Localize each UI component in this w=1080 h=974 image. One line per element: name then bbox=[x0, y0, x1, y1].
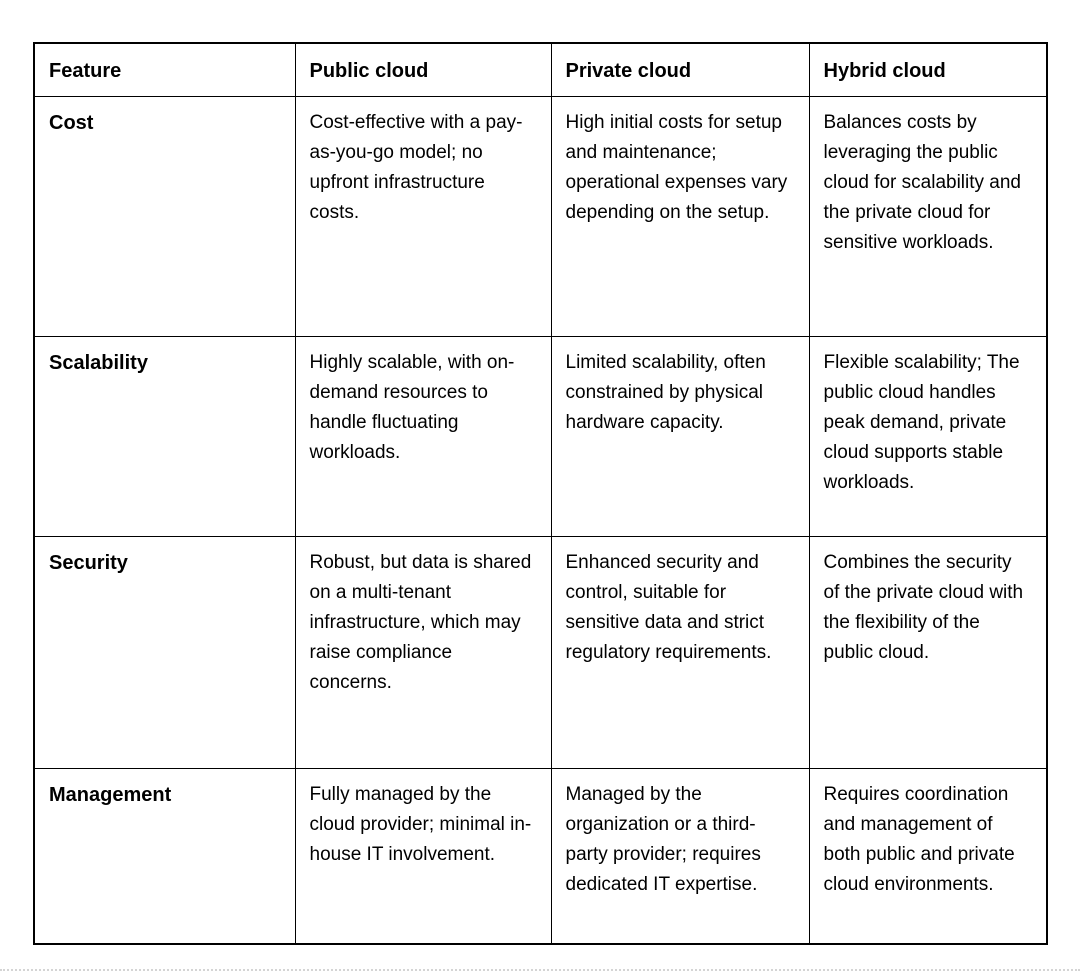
cell-management-hybrid-cloud: Requires coordination and management of both public and private cloud environments. bbox=[809, 769, 1047, 944]
cell-cost-public-cloud: Cost-effective with a pay-as-you-go model; no upfront infrastructure costs. bbox=[295, 97, 551, 337]
column-header-private-cloud: Private cloud bbox=[551, 43, 809, 97]
cell-management-private-cloud: Managed by the organization or a third-party provider; requires dedicated IT expertise. bbox=[551, 769, 809, 944]
row-header-management: Management bbox=[34, 769, 295, 944]
table-row-management bbox=[34, 769, 1047, 944]
table-row-cost bbox=[34, 97, 1047, 337]
cell-management-public-cloud: Fully managed by the cloud provider; minimal in-house IT involvement. bbox=[295, 769, 551, 944]
row-header-scalability: Scalability bbox=[34, 337, 295, 537]
table-header-row bbox=[34, 43, 1047, 97]
cloud-comparison-table-container bbox=[33, 42, 1048, 945]
cell-security-private-cloud: Enhanced security and control, suitable for sensitive data and strict regulatory requirements. bbox=[551, 537, 809, 769]
cell-cost-private-cloud: High initial costs for setup and maintenance; operational expenses vary depending on the setup. bbox=[551, 97, 809, 337]
row-header-security: Security bbox=[34, 537, 295, 769]
row-header-cost: Cost bbox=[34, 97, 295, 337]
cell-security-public-cloud: Robust, but data is shared on a multi-tenant infrastructure, which may raise compliance concerns. bbox=[295, 537, 551, 769]
cell-scalability-hybrid-cloud: Flexible scalability; The public cloud handles peak demand, private cloud supports stable workloads. bbox=[809, 337, 1047, 537]
cell-scalability-public-cloud: Highly scalable, with on-demand resources to handle fluctuating workloads. bbox=[295, 337, 551, 537]
column-header-public-cloud: Public cloud bbox=[295, 43, 551, 97]
page-break-dotted-line bbox=[0, 969, 1080, 971]
column-header-hybrid-cloud: Hybrid cloud bbox=[809, 43, 1047, 97]
cell-security-hybrid-cloud: Combines the security of the private cloud with the flexibility of the public cloud. bbox=[809, 537, 1047, 769]
cell-scalability-private-cloud: Limited scalability, often constrained by physical hardware capacity. bbox=[551, 337, 809, 537]
table-row-security bbox=[34, 537, 1047, 769]
table-row-scalability bbox=[34, 337, 1047, 537]
column-header-feature: Feature bbox=[34, 43, 295, 97]
cloud-comparison-table bbox=[33, 42, 1048, 945]
cell-cost-hybrid-cloud: Balances costs by leveraging the public cloud for scalability and the private cloud for sensitive workloads. bbox=[809, 97, 1047, 337]
